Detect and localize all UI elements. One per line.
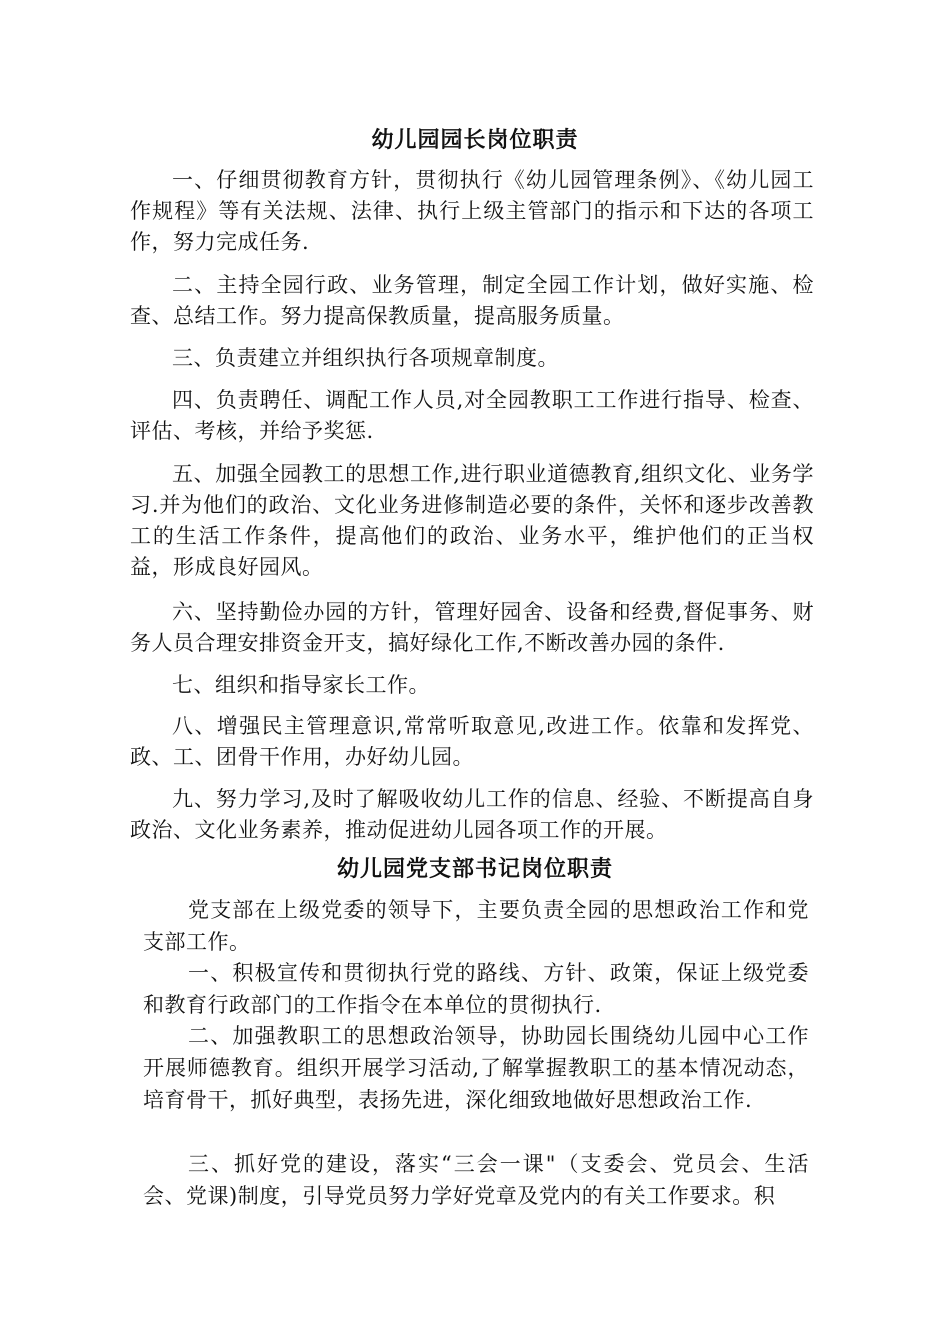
section1-paragraph-6: 六、坚持勤俭办园的方针，管理好园舍、设备和经费,督促事务、财务人员合理安排资金开支，搞好绿化工作,不断改善办园的条件. bbox=[130, 600, 814, 655]
section1-paragraph-4: 四、负责聘任、调配工作人员,对全园教职工工作进行指导、检查、评估、考核，并给予奖惩. bbox=[130, 388, 814, 443]
section2-paragraph-1: 党支部在上级党委的领导下，主要负责全园的思想政治工作和党支部工作。 bbox=[143, 898, 809, 954]
section1-title: 幼儿园园长岗位职责 bbox=[371, 128, 579, 153]
section2-title: 幼儿园党支部书记岗位职责 bbox=[336, 857, 613, 882]
section2-paragraph-2: 一、积极宣传和贯彻执行党的路线、方针、政策，保证上级党委和教育行政部门的工作指令在本单位的贯彻执行. bbox=[143, 961, 809, 1017]
section1-paragraph-7: 七、组织和指导家长工作。 bbox=[172, 673, 430, 697]
section1-paragraph-2: 二、主持全园行政、业务管理，制定全园工作计划，做好实施、检查、总结工作。努力提高保教质量，提高服务质量。 bbox=[130, 273, 814, 328]
section1-paragraph-3: 三、负责建立并组织执行各项规章制度。 bbox=[172, 346, 559, 370]
section2-paragraph-4: 三、抓好党的建设，落实“三会一课"（支委会、党员会、生活会、党课)制度，引导党员努力学好党章及党内的有关工作要求。积 bbox=[143, 1152, 809, 1208]
section1-paragraph-9: 九、努力学习,及时了解吸收幼儿工作的信息、经验、不断提高自身政治、文化业务素养，推动促进幼儿园各项工作的开展。 bbox=[130, 787, 814, 842]
section1-paragraph-5: 五、加强全园教工的思想工作,进行职业道德教育,组织文化、业务学习.并为他们的政治、文化业务进修制造必要的条件，关怀和逐步改善教工的生活工作条件，提高他们的政治、业务水平，维护他们的正当权益，形成良好园风。 bbox=[130, 462, 814, 579]
section1-paragraph-1: 一、仔细贯彻教育方针，贯彻执行《幼儿园管理条例》、《幼儿园工作规程》等有关法规、法律、执行上级主管部门的指示和下达的各项工作，努力完成任务. bbox=[130, 168, 814, 254]
section2-paragraph-3: 二、加强教职工的思想政治领导，协助园长围绕幼儿园中心工作开展师德教育。组织开展学习活动,了解掌握教职工的基本情况动态，培育骨干，抓好典型，表扬先进，深化细致地做好思想政治工作. bbox=[143, 1024, 809, 1112]
section1-paragraph-8: 八、增强民主管理意识,常常听取意见,改进工作。依靠和发挥党、政、工、团骨干作用，办好幼儿园。 bbox=[130, 714, 814, 769]
